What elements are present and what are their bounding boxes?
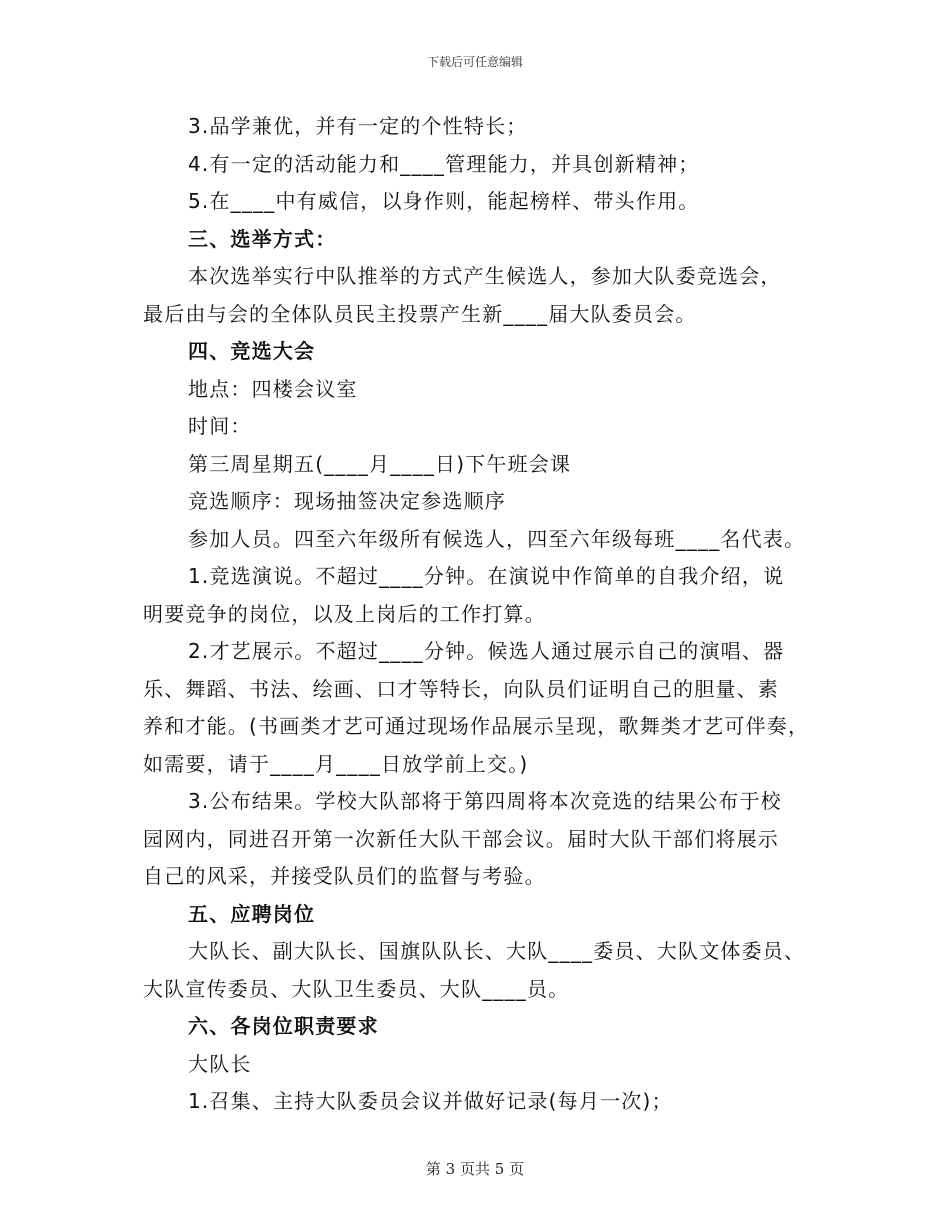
role-title-captain: 大队长	[188, 1051, 252, 1076]
section-heading-positions: 五、应聘岗位	[188, 901, 316, 926]
step-1-speech: 1.竞选演说。不超过____分钟。在演说中作简单的自我介绍，说	[188, 564, 785, 588]
section-heading-election-method: 三、选举方式：	[188, 226, 337, 251]
meeting-location: 地点：四楼会议室	[188, 376, 358, 401]
paragraph-line: 乐、舞蹈、书法、绘画、口才等特长，向队员们证明自己的胆量、素	[143, 676, 779, 701]
step-3-results: 3.公布结果。学校大队部将于第四周将本次竞选的结果公布于校	[188, 789, 782, 813]
paragraph-line: 明要竞争的岗位，以及上岗后的工作打算。	[143, 601, 546, 626]
document-body	[143, 108, 808, 1121]
requirement-item-5: 5.在____中有威信，以身作则，能起榜样、带头作用。	[188, 189, 700, 213]
paragraph-line: 园网内，同进召开第一次新任大队干部会议。届时大队干部们将展示	[143, 826, 779, 851]
step-2-talent: 2.才艺展示。不超过____分钟。候选人通过展示自己的演唱、器	[188, 639, 785, 663]
paragraph-line: 最后由与会的全体队员民主投票产生新____届大队委员会。	[143, 301, 697, 326]
section-heading-duties: 六、各岗位职责要求	[188, 1014, 379, 1038]
meeting-time-value: 第三周星期五(____月____日)下午班会课	[188, 451, 572, 476]
paragraph-line: 大队宣传委员、大队卫生委员、大队____员。	[143, 976, 570, 1001]
duty-item-1: 1.召集、主持大队委员会议并做好记录(每月一次)；	[188, 1089, 673, 1113]
paragraph-line: 本次选举实行中队推举的方式产生候选人，参加大队委竞选会，	[188, 264, 782, 288]
requirement-item-4: 4.有一定的活动能力和____管理能力，并具创新精神；	[188, 151, 700, 176]
page-footer: 第 3 页共 5 页	[425, 1160, 525, 1178]
page-header: 下载后可任意编辑	[426, 55, 523, 69]
requirement-item-3: 3.品学兼优，并有一定的个性特长；	[188, 114, 528, 138]
paragraph-line: 自己的风采，并接受队员们的监督与考验。	[143, 864, 546, 888]
meeting-time-label: 时间：	[188, 414, 252, 438]
paragraph-line: 养和才能。(书画类才艺可通过现场作品展示呈现，歌舞类才艺可伴奏，	[143, 714, 810, 738]
section-heading-election-meeting: 四、竞选大会	[188, 339, 316, 363]
paragraph-line: 如需要，请于____月____日放学前上交。)	[143, 751, 529, 776]
participants: 参加人员。四至六年级所有候选人，四至六年级每班____名代表。	[188, 526, 806, 551]
election-order: 竞选顺序：现场抽签决定参选顺序	[188, 489, 506, 513]
positions-list: 大队长、副大队长、国旗队队长、大队____委员、大队文体委员、	[188, 939, 806, 963]
